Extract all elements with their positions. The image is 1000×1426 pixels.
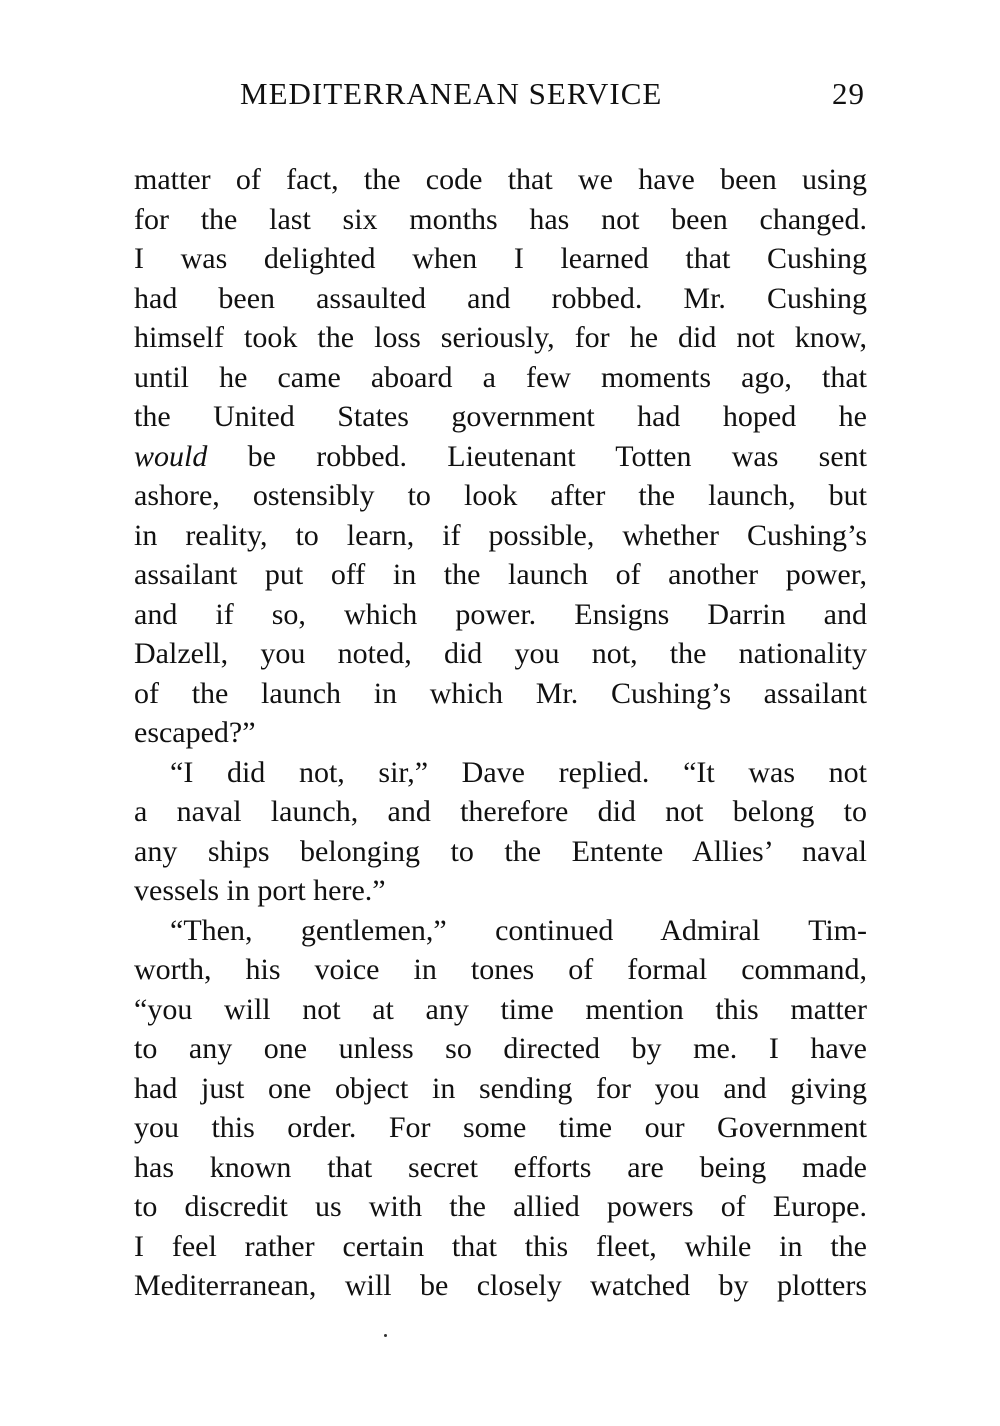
text-line: to discredit us with the allied powers of Europe. [134,1190,867,1223]
text-line: ashore, ostensibly to look after the launch, but [134,479,867,512]
text-line: “I did not, sir,” Dave replied. “It was not [170,755,867,789]
text-line: assailant put off in the launch of another power, [134,558,867,591]
text-line: a naval launch, and therefore did not belong to [134,795,867,828]
text-line: vessels in port here.” [134,874,386,907]
ink-speck [384,1334,387,1337]
text-line: the United States government had hoped he [134,400,867,433]
text-line: to any one unless so directed by me. I have [134,1032,867,1065]
text-line: for the last six months has not been changed. [134,202,867,236]
text-line: of the launch in which Mr. Cushing’s assailant [134,676,867,710]
text-line: Dalzell, you noted, did you not, the nationality [134,637,867,670]
text-line: I feel rather certain that this fleet, while in the [134,1229,867,1263]
text-line: I was delighted when I learned that Cushing [134,242,867,275]
text-line: and if so, which power. Ensigns Darrin and [134,597,867,631]
page-number: 29 [832,76,865,111]
running-header [240,76,865,120]
text-line: matter of fact, the code that we have been using [134,163,867,196]
text-line: Mediterranean, will be closely watched by plotters [134,1269,867,1302]
text-line: “you will not at any time mention this matter [134,992,867,1026]
text-line: escaped?” [134,716,256,749]
text-line-rest: be robbed. Lieutenant Totten was sent [207,439,867,473]
text-line: “Then, gentlemen,” continued Admiral Tim- [170,913,867,947]
text-line: worth, his voice in tones of formal command, [134,953,867,986]
text-line [134,437,867,477]
text-line: had just one object in sending for you and giving [134,1071,867,1105]
text-line: himself took the loss seriously, for he did not know, [134,321,867,354]
body-text [134,160,867,1306]
text-line: you this order. For some time our Government [134,1111,867,1144]
text-line: has known that secret efforts are being made [134,1150,867,1184]
running-title: MEDITERRANEAN SERVICE [240,76,663,111]
text-line: until he came aboard a few moments ago, that [134,360,867,394]
italic-emphasis: would [134,439,208,473]
text-line: any ships belonging to the Entente Allies’ naval [134,834,867,868]
text-line: in reality, to learn, if possible, whether Cushing’s [134,518,867,552]
text-line: had been assaulted and robbed. Mr. Cushing [134,281,867,315]
